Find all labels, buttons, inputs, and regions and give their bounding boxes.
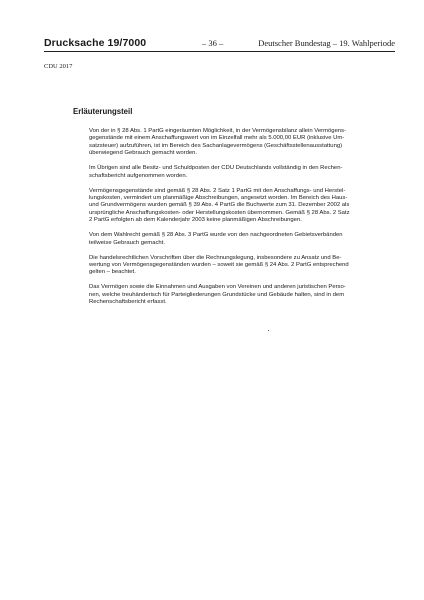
paragraph-line: wertung von Vermögensgegenständen wurden – soweit sie gemäß § 24 Abs. 2 PartG entsprechend xyxy=(89,262,349,269)
paragraph-line: schaftsbericht aufgenommen worden. xyxy=(89,172,188,179)
paragraph xyxy=(89,128,379,158)
document-number: Drucksache 19/7000 xyxy=(44,37,147,49)
page-number: – 36 – xyxy=(202,38,224,48)
paragraph xyxy=(89,284,379,306)
paragraph xyxy=(89,232,379,247)
paragraph-line: überwiegend Gebrauch gemacht worden. xyxy=(89,150,198,157)
publisher-line: Deutscher Bundestag – 19. Wahlperiode xyxy=(258,38,395,48)
paragraph-line: und Grundvermögens wurden gemäß § 39 Abs. 4 PartG die Buchwerte zum 31. Dezember 2002 als xyxy=(89,202,350,209)
paragraph xyxy=(89,188,379,225)
stray-mark xyxy=(268,330,269,331)
paragraph-line: lungskosten, vermindert um planmäßige Abschreibungen, angesetzt worden. Im Bereich des Haus- xyxy=(89,195,348,202)
paragraph-line: Das Vermögen sowie die Einnahmen und Ausgaben von Vereinen und anderen juristischen Perso- xyxy=(89,284,346,291)
paragraph xyxy=(89,165,379,180)
paragraph-line: Von der in § 28 Abs. 1 PartG eingeräumten Möglichkeit, in der Vermögensbilanz allein Vermögens- xyxy=(89,128,347,134)
paragraph-line: Von dem Wahlrecht gemäß § 28 Abs. 3 PartG wurde von den nachgeordneten Gebietsverbänden xyxy=(89,232,343,239)
paragraph-line: gelten – beachtet. xyxy=(89,269,136,276)
paragraph-line: Die handelsrechtlichen Vorschriften über die Rechnungslegung, insbesondere zu Ansatz und Be- xyxy=(89,254,342,261)
paragraph-line: Rechenschaftsbericht erfasst. xyxy=(89,299,167,306)
body-text xyxy=(89,128,379,314)
paragraph-line: nen, welche treuhänderisch für Parteigliederungen Grundstücke und Gebäude halten, sind in dem xyxy=(89,291,345,298)
paragraph-line: 2 PartG erfolgten ab dem Kalenderjahr 2003 keine planmäßigen Abschreibungen. xyxy=(89,217,302,224)
paragraph-line: Vermögensgegenstände sind gemäß § 28 Abs. 2 Satz 1 PartG mit den Anschaffungs- und Herstel- xyxy=(89,187,346,194)
paragraph xyxy=(89,255,379,277)
paragraph-line: gegenstände mit einem Anschaffungswert von im Einzelfall mehr als 5.000,00 EUR (inklusive Um- xyxy=(89,135,345,142)
paragraph-line: Im Übrigen sind alle Besitz- und Schuldposten der CDU Deutschlands vollständig in den Rechen- xyxy=(89,165,343,172)
paragraph-line: satzsteuer) aufzuführen, ist im Bereich des Sachanlagevermögens (Geschäftsstellenausstattung) xyxy=(89,142,343,149)
party-tag: CDU 2017 xyxy=(44,63,73,70)
paragraph-line: ursprüngliche Anschaffungskosten- oder Herstellungskosten übernommen. Gemäß § 28 Abs. 2 Satz xyxy=(89,209,350,216)
section-title: Erläuterungsteil xyxy=(73,107,133,116)
paragraph-line: teilweise Gebrauch gemacht. xyxy=(89,239,165,246)
page-header xyxy=(44,37,395,52)
